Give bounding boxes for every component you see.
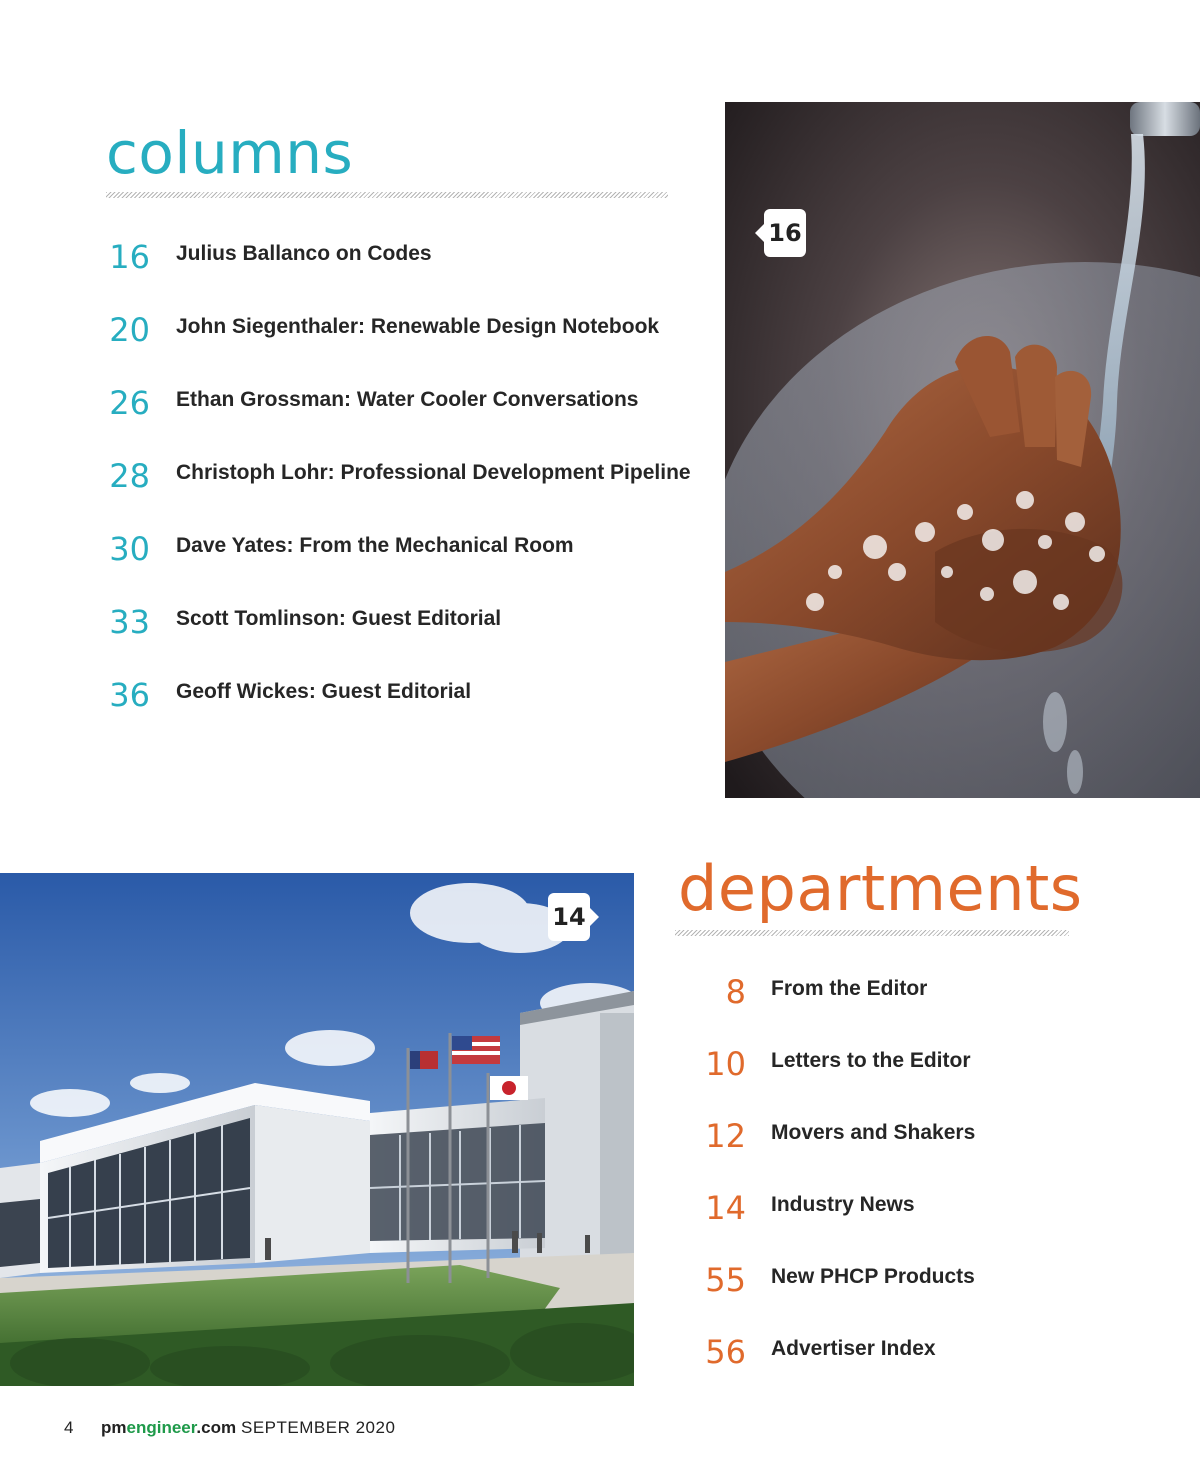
- toc-entry-title: Dave Yates: From the Mechanical Room: [176, 534, 574, 557]
- toc-entry[interactable]: [0, 383, 639, 423]
- toc-entry[interactable]: [0, 602, 600, 642]
- toc-entry-title: Julius Ballanco on Codes: [176, 242, 432, 265]
- toc-page-number: 56: [705, 1333, 746, 1371]
- issue-date: SEPTEMBER 2020: [241, 1418, 396, 1437]
- toc-entry[interactable]: [0, 675, 600, 715]
- hand-washing-photo[interactable]: [725, 102, 1200, 798]
- toc-entry-title: New PHCP Products: [771, 1265, 975, 1288]
- hands-page-badge: 16: [764, 209, 806, 257]
- page-number: 4: [64, 1418, 74, 1437]
- toc-entry[interactable]: [0, 456, 691, 496]
- toc-entry-title: Letters to the Editor: [771, 1049, 971, 1072]
- toc-entry[interactable]: [0, 972, 928, 1012]
- toc-entry[interactable]: [0, 1044, 971, 1084]
- toc-entry[interactable]: [0, 310, 660, 350]
- columns-divider: [106, 192, 668, 198]
- toc-page-number: 16: [109, 238, 150, 276]
- building-page-badge: 14: [548, 893, 590, 941]
- toc-entry-title: From the Editor: [771, 977, 928, 1000]
- site-suffix: .com: [196, 1418, 237, 1437]
- toc-entry-title: Industry News: [771, 1193, 915, 1216]
- toc-entry-title: Christoph Lohr: Professional Development Pipeline: [176, 461, 691, 484]
- toc-entry-title: Geoff Wickes: Guest Editorial: [176, 680, 472, 703]
- departments-divider: [675, 930, 1069, 936]
- toc-entry[interactable]: [0, 237, 600, 277]
- toc-page-number: 55: [705, 1261, 746, 1299]
- site-prefix: pm: [101, 1418, 127, 1437]
- toc-page-number: 36: [109, 676, 150, 714]
- site-highlight: engineer: [126, 1418, 197, 1437]
- toc-entry[interactable]: [0, 1188, 915, 1228]
- site-link[interactable]: [101, 1418, 236, 1438]
- toc-page-number: 10: [705, 1045, 746, 1083]
- columns-heading: columns: [106, 119, 354, 187]
- toc-entry-title: Ethan Grossman: Water Cooler Conversations: [176, 388, 639, 411]
- toc-page-number: 26: [109, 384, 150, 422]
- hand-washing-illustration: [725, 102, 1200, 798]
- toc-page-number: 14: [705, 1189, 746, 1227]
- toc-entry[interactable]: [0, 1260, 975, 1300]
- departments-heading: departments: [678, 852, 1083, 925]
- toc-entry-title: Advertiser Index: [771, 1337, 936, 1360]
- toc-page-number: 28: [109, 457, 150, 495]
- toc-entry[interactable]: [0, 1332, 936, 1372]
- toc-page-number: 33: [109, 603, 150, 641]
- toc-entry-title: Movers and Shakers: [771, 1121, 976, 1144]
- toc-entry[interactable]: [0, 529, 600, 569]
- page-footer: [0, 1418, 600, 1442]
- toc-page-number: 12: [705, 1117, 746, 1155]
- toc-entry-title: John Siegenthaler: Renewable Design Notebook: [176, 315, 660, 338]
- toc-page-number: 20: [109, 311, 150, 349]
- toc-page-number: 30: [109, 530, 150, 568]
- toc-entry-title: Scott Tomlinson: Guest Editorial: [176, 607, 502, 630]
- toc-entry[interactable]: [0, 1116, 976, 1156]
- toc-page-number: 8: [725, 973, 746, 1011]
